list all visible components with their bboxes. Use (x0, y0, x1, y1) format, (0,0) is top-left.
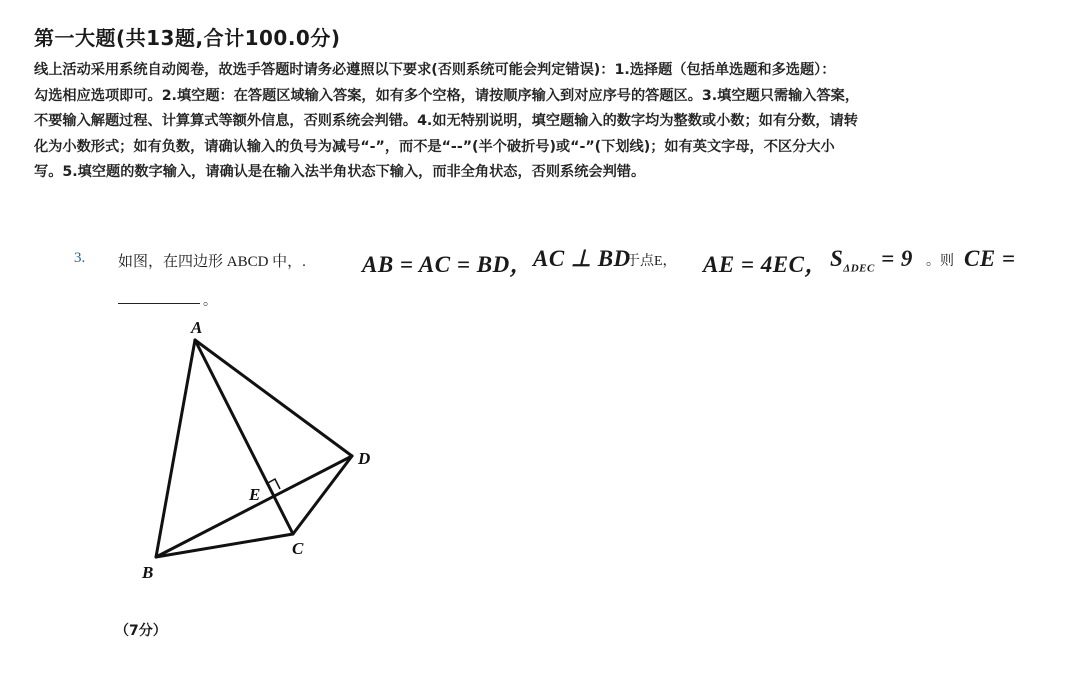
question-number: 3. (74, 250, 86, 266)
then-text: 。则 (926, 254, 954, 269)
label-b: B (142, 563, 154, 582)
equation-perpendicular: AC ⊥ BD (533, 246, 631, 271)
area-subscript: ΔDEC (843, 262, 875, 275)
segment-ad (195, 340, 352, 456)
instructions (34, 58, 1044, 186)
section-title: 第一大题(共13题,合计100.0分) (34, 26, 341, 50)
question-intro: 如图，在四边形 ABCD 中，. (118, 254, 306, 270)
segment-ab (156, 340, 195, 557)
area-symbol: S (830, 246, 844, 271)
answer-blank[interactable] (118, 303, 200, 304)
equation-ae-ec: AE = 4EC， (703, 252, 828, 277)
instruction-line: 不要输入解题过程、计算算式等额外信息，否则系统会判错。4.如无特别说明，填空题输入的数字均为整数或小数；如有分数，请转 (34, 113, 858, 129)
question-points: （7分） (115, 623, 167, 639)
equation-area (830, 246, 913, 275)
label-e: E (249, 485, 261, 504)
equation-ce-ask: CE = (964, 246, 1016, 271)
equation-ab-ac-bd: AB = AC = BD， (362, 252, 534, 277)
instruction-line: 勾选相应选项即可。2.填空题：在答题区域输入答案，如有多个空格，请按顺序输入到对应序号的答题区。3.填空题只需输入答案， (34, 87, 860, 104)
instruction-line: 化为小数形式；如有负数，请确认输入的负号为减号“-”，而不是“--”(半个破折号)或“-”(下划线)；如有英文字母，不区分大小 (34, 138, 835, 155)
area-value: = 9 (874, 246, 913, 271)
segment-cd (293, 456, 352, 534)
instruction-line: 写。5.填空题的数字输入，请确认是在输入法半角状态下输入，而非全角状态，否则系统会判错。 (34, 164, 646, 180)
instruction-line: 线上活动采用系统自动阅卷，故选手答题时请务必遵照以下要求(否则系统可能会判定错误)：1.选择题（包括单选题和多选题）： (34, 62, 836, 78)
quadrilateral-figure (140, 318, 400, 588)
foot-text: 于点E， (626, 254, 677, 269)
label-a: A (191, 318, 203, 337)
end-mark: 。 (203, 294, 217, 309)
label-c: C (292, 539, 304, 558)
segment-ac (195, 340, 293, 534)
label-d: D (358, 449, 371, 468)
